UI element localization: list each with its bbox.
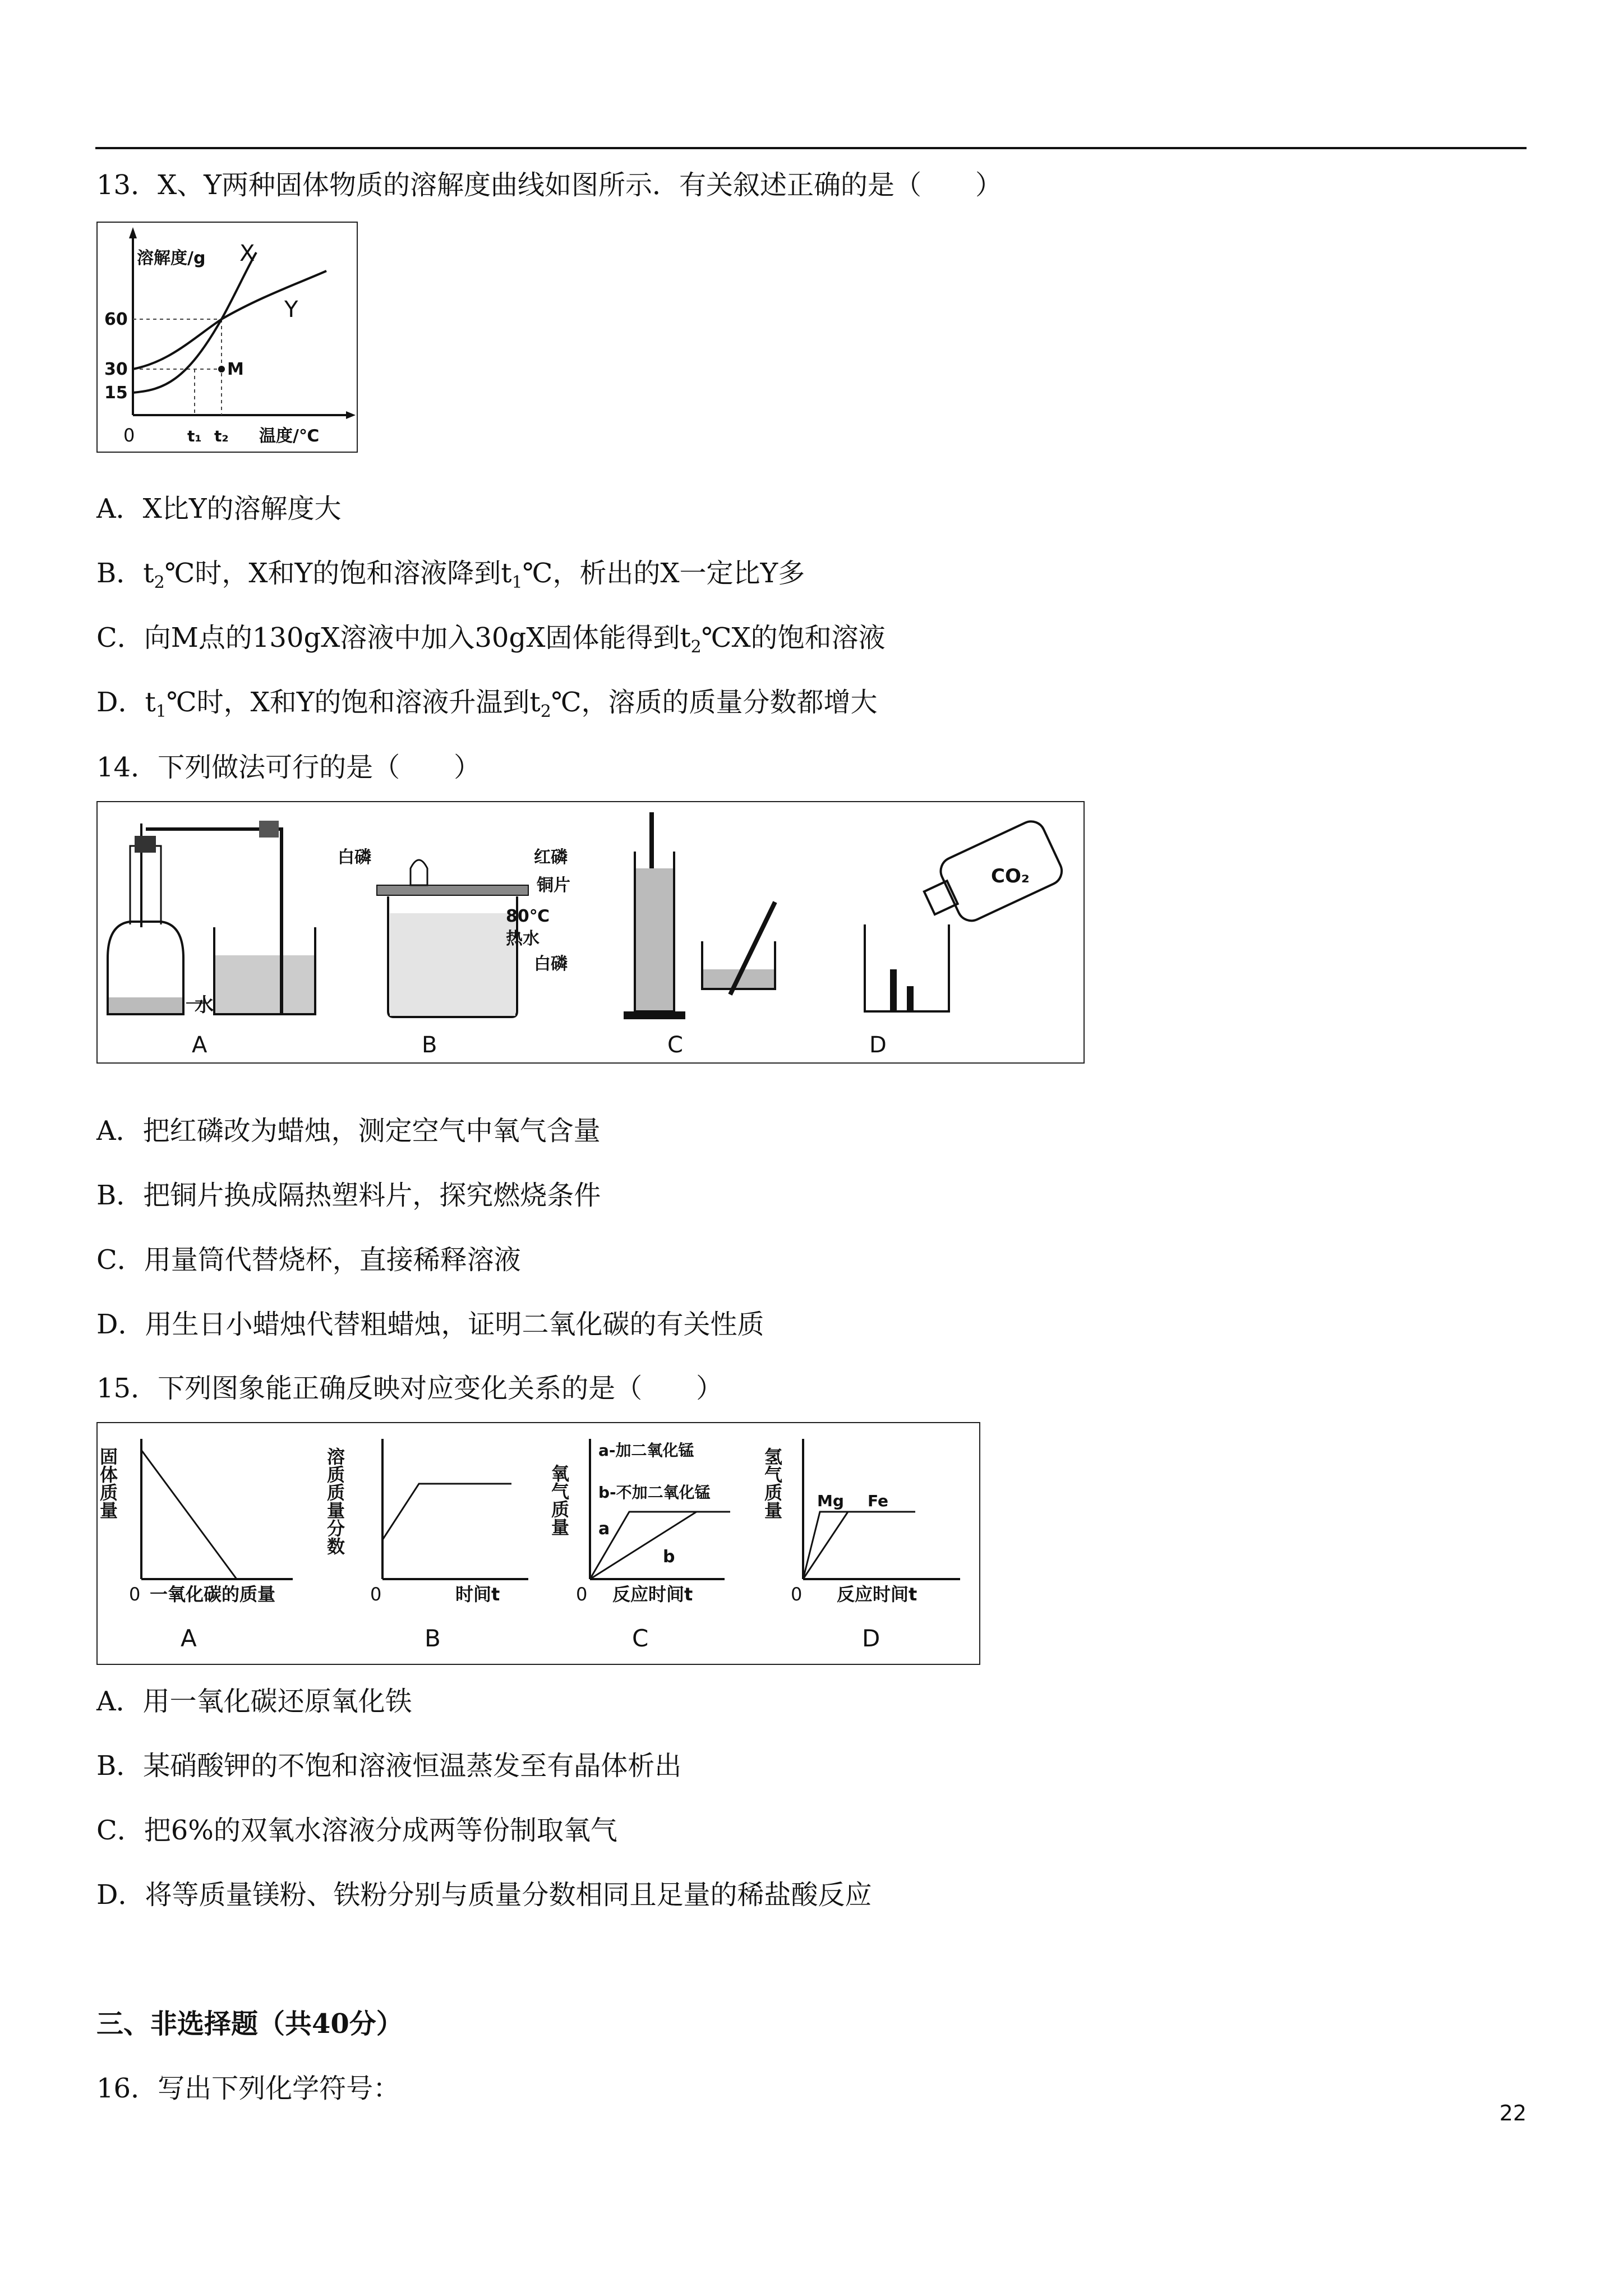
label-white-p-bottom: 白磷 (534, 954, 568, 974)
point-m-label: M (227, 360, 244, 379)
label-copper: 铜片 (537, 876, 570, 895)
graph-d-origin: 0 (791, 1584, 803, 1605)
apparatus-c (624, 812, 775, 1058)
origin-label: 0 (123, 425, 135, 446)
q14-option-b: B．把铜片换成隔热塑料片，探究燃烧条件 (96, 1180, 601, 1211)
label-co2: CO₂ (991, 865, 1030, 887)
section-3-heading: 三、非选择题（共40分） (96, 2008, 403, 2040)
q13-option-a: A．X比Y的溶解度大 (96, 493, 342, 524)
graph-c-origin: 0 (576, 1584, 588, 1605)
q14-option-c: C．用量筒代替烧杯，直接稀释溶液 (96, 1244, 521, 1276)
apparatus-a (108, 821, 315, 1058)
apparatus-d (865, 817, 1066, 1058)
label-water: 水 (195, 994, 214, 1016)
graph-d-fe-label: Fe (868, 1492, 888, 1510)
apparatus-b (338, 848, 570, 1058)
y-tick-30: 30 (104, 360, 128, 379)
graph-a (97, 1439, 293, 1652)
graph-c-line-a-label: a (598, 1519, 610, 1539)
series-x-label: X (239, 241, 255, 266)
graph-c (548, 1439, 730, 1652)
label-red-p: 红磷 (534, 848, 568, 867)
graph-b-line (382, 1484, 511, 1540)
y-tick-60: 60 (104, 310, 128, 329)
label-c: C (667, 1032, 683, 1058)
graph-b-xlabel: 时间t (455, 1584, 500, 1605)
graph-b-label: B (425, 1625, 441, 1652)
header-rule (95, 147, 1527, 149)
q14-stem: 14．下列做法可行的是（ ） (96, 752, 481, 783)
graph-d (762, 1439, 960, 1652)
q13-option-c: C．向M点的130gX溶液中加入30gX固体能得到$t_2℃X$的饱和溶液 (96, 622, 886, 657)
graph-d-ylabel: 氢气质量 (762, 1447, 783, 1519)
graph-c-label: C (632, 1625, 649, 1652)
label-hot-water: 热水 (506, 929, 540, 949)
label-d: D (869, 1032, 887, 1058)
graph-d-line-fe (803, 1512, 848, 1579)
graph-b-ylabel: 溶质质量分数 (324, 1447, 345, 1555)
graph-d-mg-label: Mg (817, 1492, 844, 1510)
graph-d-xlabel: 反应时间t (837, 1584, 917, 1605)
label-white-p-top: 白磷 (338, 848, 371, 867)
q13-option-d: D．$t_1℃$时，X和Y的饱和溶液升温到$t_2℃$，溶质的质量分数都增大 (96, 687, 878, 721)
q15-option-b: B．某硝酸钾的不饱和溶液恒温蒸发至有晶体析出 (96, 1750, 682, 1782)
q13-solubility-chart (96, 222, 358, 453)
q14-option-d: D．用生日小蜡烛代替粗蜡烛，证明二氧化碳的有关性质 (96, 1309, 764, 1340)
q14-apparatus-figure (96, 801, 1085, 1064)
series-y-label: Y (284, 297, 298, 323)
label-a: A (192, 1032, 208, 1058)
graph-d-label: D (862, 1625, 880, 1652)
graph-c-line-b-label: b (663, 1547, 675, 1567)
q15-stem: 15．下列图象能正确反映对应变化关系的是（ ） (96, 1373, 723, 1404)
q15-graphs-figure (96, 1422, 980, 1665)
graph-a-origin: 0 (129, 1584, 141, 1605)
y-tick-15: 15 (104, 383, 128, 403)
q14-option-a: A．把红磷改为蜡烛，测定空气中氧气含量 (96, 1115, 601, 1147)
q15-option-d: D．将等质量镁粉、铁粉分别与质量分数相同且足量的稀盐酸反应 (96, 1879, 872, 1911)
graph-d-line-mg (803, 1512, 915, 1579)
point-m (218, 366, 225, 372)
graph-c-legend-a: a-加二氧化锰 (598, 1441, 694, 1460)
graph-b-origin: 0 (370, 1584, 382, 1605)
q15-option-c: C．把6%的双氧水溶液分成两等份制取氧气 (96, 1815, 617, 1846)
graph-c-line-a (590, 1512, 730, 1579)
label-80c: 80℃ (506, 907, 550, 926)
q13-stem: 13．X、Y两种固体物质的溶解度曲线如图所示．有关叙述正确的是（ ） (96, 169, 1002, 201)
q13-option-b: B．$t_2℃$时，X和Y的饱和溶液降到$t_1℃$，析出的X一定比Y多 (96, 558, 805, 592)
x-tick-t1: t₁ (187, 427, 202, 445)
graph-c-xlabel: 反应时间t (612, 1584, 693, 1605)
x-tick-t2: t₂ (214, 427, 229, 445)
graph-a-ylabel: 固体质量 (97, 1447, 118, 1519)
graph-a-line (141, 1450, 237, 1579)
graph-b (324, 1439, 528, 1652)
x-axis-label: 温度/℃ (259, 426, 320, 446)
q15-option-a: A．用一氧化碳还原氧化铁 (96, 1686, 412, 1717)
page-number: 22 (1499, 2101, 1527, 2125)
graph-c-ylabel: 氧气质量 (548, 1464, 570, 1536)
y-axis-label: 溶解度/g (137, 249, 206, 268)
label-b: B (422, 1032, 437, 1058)
graph-a-xlabel: 一氧化碳的质量 (150, 1584, 276, 1605)
q16-stem: 16．写出下列化学符号： (96, 2073, 400, 2104)
graph-a-label: A (181, 1625, 197, 1652)
graph-c-legend-b: b-不加二氧化锰 (598, 1483, 711, 1502)
